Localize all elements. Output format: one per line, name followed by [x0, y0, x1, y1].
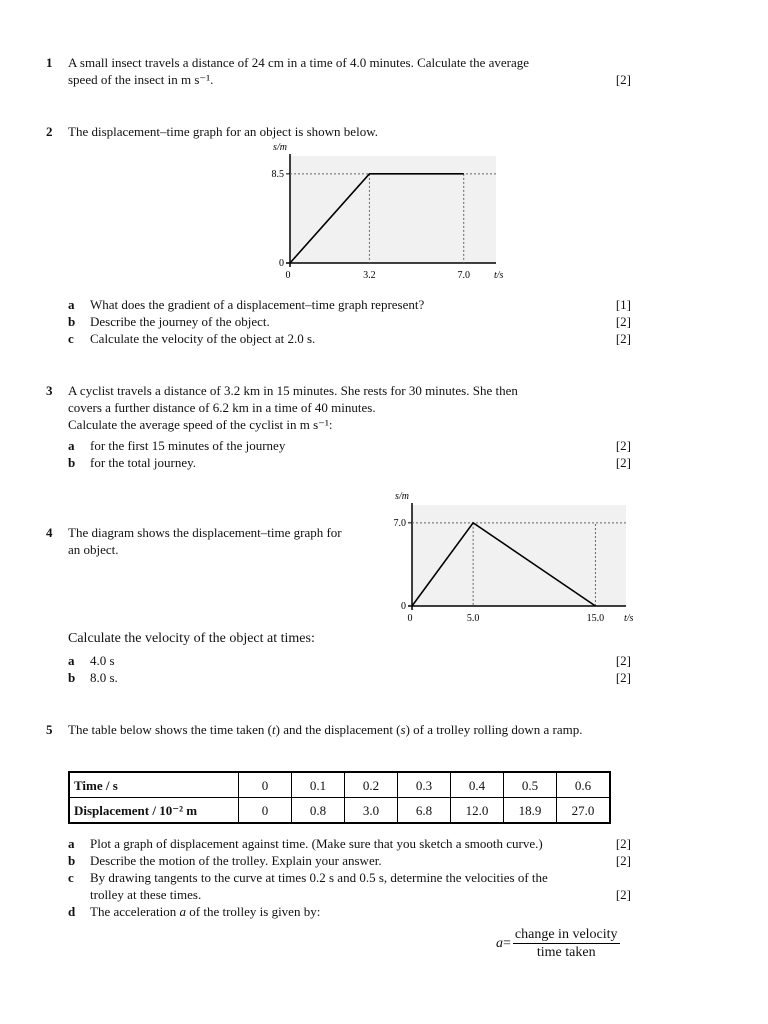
table-cell: 0.8 [292, 798, 345, 824]
table-cell: 0.4 [451, 772, 504, 798]
question-2a-label: a [68, 297, 75, 312]
question-4-prompt: Calculate the velocity of the object at times: [68, 631, 315, 646]
question-5d-text: The acceleration a of the trolley is given by: [90, 904, 321, 919]
question-3-text-line1: A cyclist travels a distance of 3.2 km in 15 minutes. She rests for 30 minutes. She then [68, 383, 518, 398]
question-2b-mark: [2] [615, 314, 631, 329]
question-3b-mark: [2] [615, 455, 631, 470]
table-header-time: Time / s [69, 772, 239, 798]
table-header-displacement: Displacement / 10⁻² m [69, 798, 239, 824]
question-3a-label: a [68, 438, 75, 453]
question-5a-label: a [68, 836, 75, 851]
question-5b-label: b [68, 853, 76, 868]
table-cell: 0 [239, 798, 292, 824]
question-1-text-line2: speed of the insect in m s⁻¹. [68, 72, 214, 87]
question-3b-label: b [68, 455, 76, 470]
question-4a-mark: [2] [615, 653, 631, 668]
table-cell: 0.6 [557, 772, 611, 798]
x-tick-label: 5.0 [466, 613, 480, 624]
y-tick-label: 0 [279, 258, 284, 269]
plot-background [290, 156, 496, 263]
question-2-text: The displacement–time graph for an object is shown below. [68, 124, 378, 139]
trolley-data-table [68, 771, 611, 824]
table-cell: 27.0 [557, 798, 611, 824]
question-3a-mark: [2] [615, 438, 631, 453]
question-4a-label: a [68, 653, 75, 668]
question-4-number: 4 [46, 525, 53, 540]
table-cell: 3.0 [345, 798, 398, 824]
question-5-text: The table below shows the time taken (t) and the displacement (s) of a trolley rolling down a ramp. [68, 722, 583, 737]
question-2a-text: What does the gradient of a displacement–time graph represent? [90, 297, 425, 312]
table-cell: 6.8 [398, 798, 451, 824]
question-3-text-line2: covers a further distance of 6.2 km in a time of 40 minutes. [68, 400, 376, 415]
table-row-time [69, 772, 610, 798]
displacement-time-graph-1 [256, 144, 512, 294]
question-5c-mark: [2] [615, 887, 631, 902]
question-5b-mark: [2] [615, 853, 631, 868]
question-2a-mark: [1] [615, 297, 631, 312]
table-cell: 12.0 [451, 798, 504, 824]
question-2c-label: c [68, 331, 74, 346]
displacement-time-graph-2 [383, 491, 634, 630]
table-cell: 18.9 [504, 798, 557, 824]
table-cell: 0.5 [504, 772, 557, 798]
x-axis-label: t/s [494, 270, 504, 281]
question-3-number: 3 [46, 383, 53, 398]
x-axis-label: t/s [624, 613, 634, 624]
formula-lhs: a [496, 936, 503, 951]
question-3b-text: for the total journey. [90, 455, 197, 470]
table-cell: 0.1 [292, 772, 345, 798]
formula-equals: = [503, 936, 511, 951]
question-5c-label: c [68, 870, 74, 885]
table-cell: 0.2 [345, 772, 398, 798]
question-5a-text: Plot a graph of displacement against time. (Make sure that you sketch a smooth curve.) [90, 836, 543, 851]
question-2b-text: Describe the journey of the object. [90, 314, 270, 329]
x-tick-label: 0 [407, 613, 413, 624]
question-1-mark: [2] [615, 72, 631, 87]
question-4-text-line2: an object. [68, 542, 119, 557]
question-1-text-line1: A small insect travels a distance of 24 cm in a time of 4.0 minutes. Calculate the average [68, 55, 529, 70]
acceleration-formula [496, 926, 620, 961]
question-2b-label: b [68, 314, 76, 329]
question-3a-text: for the first 15 minutes of the journey [90, 438, 286, 453]
y-tick-label: 7.0 [393, 517, 406, 529]
question-2c-text: Calculate the velocity of the object at 2.0 s. [90, 331, 316, 346]
x-tick-label: 15.0 [586, 613, 605, 624]
plot-background [412, 505, 626, 606]
y-tick-label: 8.5 [271, 168, 284, 180]
x-tick-label: 0 [285, 270, 291, 281]
y-tick-label: 0 [401, 601, 406, 612]
question-4b-mark: [2] [615, 670, 631, 685]
table-cell: 0.3 [398, 772, 451, 798]
x-tick-label: 3.2 [363, 270, 376, 281]
formula-numerator: change in velocity [514, 927, 618, 942]
question-5-number: 5 [46, 722, 53, 737]
question-3-text-line3: Calculate the average speed of the cyclist in m s⁻¹: [68, 417, 333, 432]
question-4b-text: 8.0 s. [90, 670, 118, 685]
question-5a-mark: [2] [615, 836, 631, 851]
y-axis-label: s/m [273, 142, 287, 153]
question-5d-label: d [68, 904, 76, 919]
question-2c-mark: [2] [615, 331, 631, 346]
question-4-text-line1: The diagram shows the displacement–time graph for [68, 525, 342, 540]
table-row-displacement [69, 798, 610, 824]
y-axis-label: s/m [395, 491, 409, 502]
question-4b-label: b [68, 670, 76, 685]
question-5c-text-line1: By drawing tangents to the curve at times 0.2 s and 0.5 s, determine the velocities of the [90, 870, 548, 885]
table-cell: 0 [239, 772, 292, 798]
question-2-number: 2 [46, 124, 53, 139]
formula-denominator: time taken [513, 943, 620, 961]
question-4a-text: 4.0 s [90, 653, 115, 668]
question-1-number: 1 [46, 55, 53, 70]
question-5c-text-line2: trolley at these times. [90, 887, 202, 902]
x-tick-label: 7.0 [457, 270, 470, 281]
question-5b-text: Describe the motion of the trolley. Explain your answer. [90, 853, 382, 868]
